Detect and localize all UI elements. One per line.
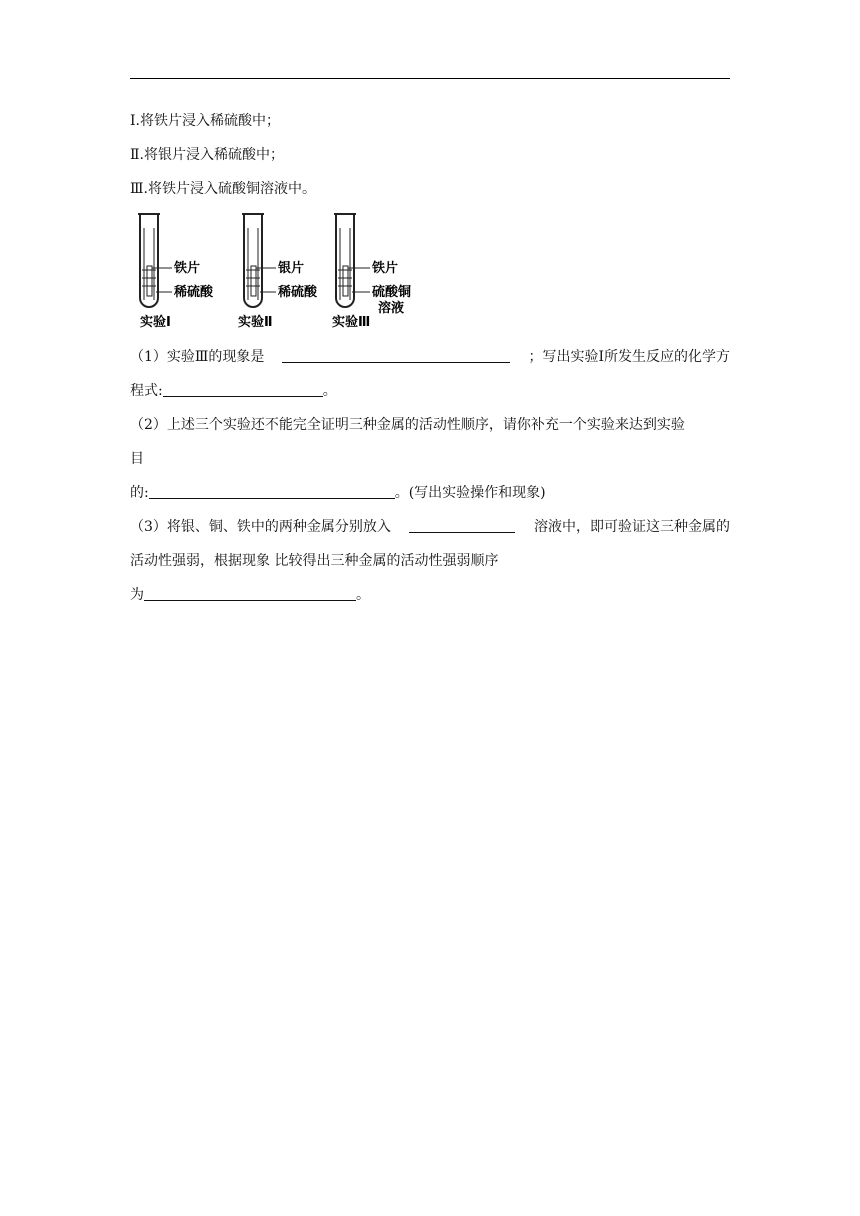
- q3-end: 。: [356, 587, 370, 603]
- step-1: Ⅰ.将铁片浸入稀硫酸中；: [130, 113, 280, 129]
- tube2-label-bottom: 稀硫酸: [278, 285, 318, 300]
- q1-prompt-cont: ；写出实验Ⅰ所发生反应的化学方: [528, 349, 730, 365]
- question-2-line-3: [130, 484, 546, 502]
- q1-answer-blank-2[interactable]: [163, 382, 323, 397]
- tube1-caption: 实验Ⅰ: [140, 315, 171, 330]
- tube1-label-top: 铁片: [174, 261, 201, 276]
- tube1-label-bottom: 稀硫酸: [174, 285, 214, 300]
- question-3-line-1: [130, 518, 730, 536]
- q3-prompt: （3）将银、铜、铁中的两种金属分别放入: [130, 519, 391, 535]
- test-tube-1: [138, 214, 214, 330]
- tube3-label-bottom-1: 硫酸铜: [372, 285, 412, 300]
- tube2-caption: 实验Ⅱ: [238, 315, 273, 330]
- q1-end: 。: [322, 383, 337, 399]
- header-rule: [130, 78, 730, 79]
- question-3-line-2: 活动性强弱，根据现象 比较得出三种金属的活动性强弱顺序: [130, 553, 499, 569]
- question-2-line-2: 目: [130, 451, 144, 467]
- q3-prompt-cont: 溶液中，即可验证这三种金属的: [534, 519, 730, 535]
- q2-end: 。(写出实验操作和现象): [394, 485, 546, 501]
- q1-equation-label: 程式:: [130, 383, 163, 399]
- question-3-line-3: [130, 586, 370, 604]
- question-1-line-2: [130, 382, 337, 400]
- q3-answer-blank-2[interactable]: [144, 586, 356, 601]
- test-tube-figure: [130, 208, 430, 334]
- tube2-label-top: 银片: [278, 261, 305, 276]
- q2-purpose-label: 的:: [130, 485, 149, 501]
- q2-answer-blank[interactable]: [149, 484, 395, 499]
- q1-answer-blank-1[interactable]: [282, 348, 510, 363]
- step-2: Ⅱ.将银片浸入稀硫酸中；: [130, 147, 284, 163]
- question-2-line-1: （2）上述三个实验还不能完全证明三种金属的活动性顺序，请你补充一个实验来达到实验: [130, 417, 685, 433]
- q1-prompt: （1）实验Ⅲ的现象是: [130, 349, 265, 365]
- tube3-label-top: 铁片: [372, 261, 399, 276]
- q3-answer-blank-1[interactable]: [409, 518, 515, 533]
- step-3: Ⅲ.将铁片浸入硫酸铜溶液中。: [130, 181, 316, 197]
- tube3-label-bottom-2: 溶液: [378, 301, 405, 316]
- q3-order-label: 为: [130, 587, 144, 603]
- question-1-line-1: [130, 348, 730, 366]
- tube3-caption: 实验Ⅲ: [332, 315, 371, 330]
- test-tube-3: [332, 214, 411, 330]
- test-tube-2: [238, 214, 318, 330]
